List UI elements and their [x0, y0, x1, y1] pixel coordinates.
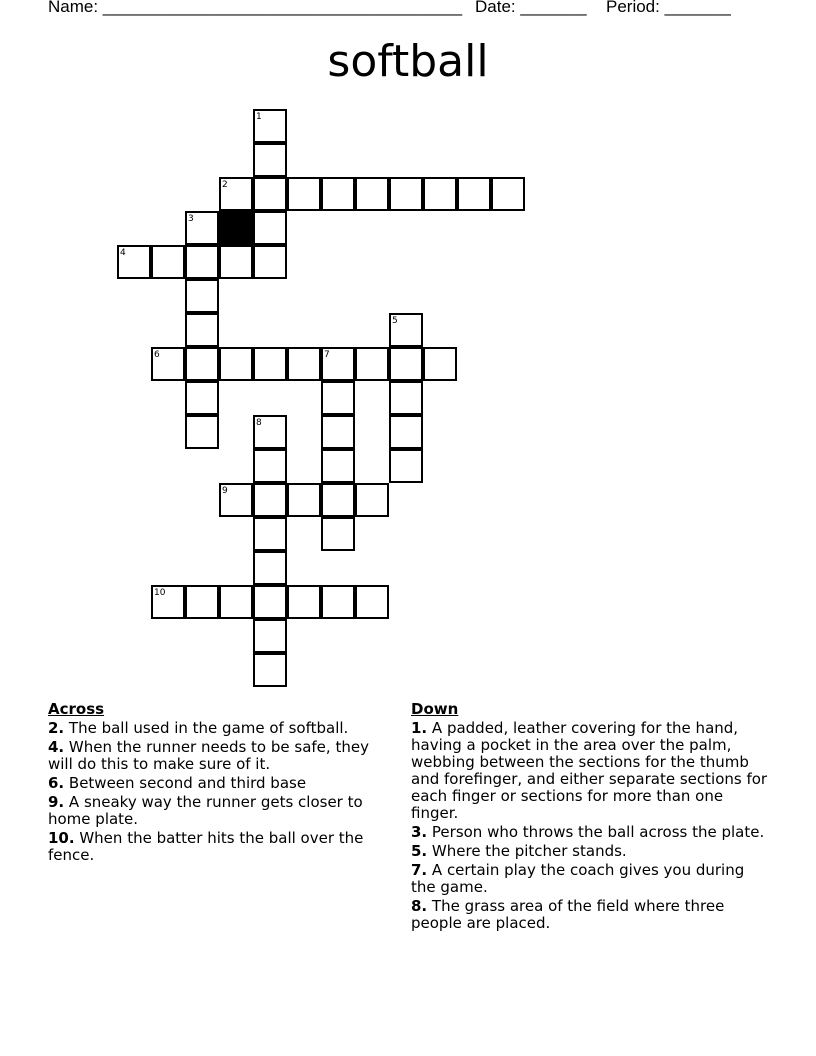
- clue-text: The ball used in the game of softball.: [64, 719, 349, 737]
- grid-cell[interactable]: [321, 381, 355, 415]
- grid-cell[interactable]: [355, 177, 389, 211]
- down-heading: Down: [411, 700, 459, 718]
- numbered-cell-2[interactable]: [219, 177, 253, 211]
- clue-number: 5: [392, 316, 398, 326]
- grid-cell[interactable]: [355, 483, 389, 517]
- grid-cell[interactable]: [253, 483, 287, 517]
- clue-number: 10.: [48, 829, 75, 847]
- clue-item: [48, 830, 378, 864]
- clue-item: [411, 843, 771, 860]
- grid-cell[interactable]: [185, 279, 219, 313]
- clue-number: 2: [222, 180, 228, 190]
- grid-cell[interactable]: [389, 449, 423, 483]
- clue-text: A certain play the coach gives you during the game.: [411, 861, 745, 896]
- numbered-cell-8[interactable]: [253, 415, 287, 449]
- clue-number: 6: [154, 350, 160, 360]
- grid-cell[interactable]: [185, 585, 219, 619]
- clue-number: 7.: [411, 861, 428, 879]
- grid-cell[interactable]: [287, 347, 321, 381]
- numbered-cell-3[interactable]: [185, 211, 219, 245]
- clue-text: Where the pitcher stands.: [427, 842, 627, 860]
- date-field[interactable]: Date: _______: [475, 0, 587, 16]
- grid-cell[interactable]: [253, 551, 287, 585]
- grid-cell[interactable]: [423, 347, 457, 381]
- grid-cell[interactable]: [287, 177, 321, 211]
- puzzle-title: softball: [327, 36, 489, 87]
- grid-cell[interactable]: [355, 347, 389, 381]
- clue-number: 3.: [411, 823, 428, 841]
- numbered-cell-10[interactable]: [151, 585, 185, 619]
- grid-cell[interactable]: [423, 177, 457, 211]
- clue-item: [48, 720, 378, 737]
- grid-cell[interactable]: [321, 483, 355, 517]
- clue-number: 10: [154, 588, 166, 598]
- grid-cell[interactable]: [185, 245, 219, 279]
- grid-cell[interactable]: [253, 619, 287, 653]
- block-cell: [219, 211, 253, 245]
- across-heading: Across: [48, 700, 105, 718]
- grid-cell[interactable]: [321, 517, 355, 551]
- clue-number: 9: [222, 486, 228, 496]
- grid-cell[interactable]: [253, 143, 287, 177]
- clue-number: 8.: [411, 897, 428, 915]
- clue-text: The grass area of the field where three people are placed.: [411, 897, 725, 932]
- clue-number: 1: [256, 112, 262, 122]
- clue-number: 3: [188, 214, 194, 224]
- grid-cell[interactable]: [253, 177, 287, 211]
- grid-cell[interactable]: [219, 347, 253, 381]
- clue-text: Between second and third base: [64, 774, 307, 792]
- clue-number: 1.: [411, 719, 428, 737]
- numbered-cell-1[interactable]: [253, 109, 287, 143]
- clue-item: [411, 720, 771, 822]
- clue-item: [48, 794, 378, 828]
- grid-cell[interactable]: [457, 177, 491, 211]
- grid-cell[interactable]: [389, 177, 423, 211]
- clue-text: Person who throws the ball across the plate.: [427, 823, 765, 841]
- clue-item: [411, 898, 771, 932]
- clue-number: 7: [324, 350, 330, 360]
- across-clue-list: [48, 720, 378, 864]
- clue-number: 4.: [48, 738, 65, 756]
- clue-text: A padded, leather covering for the hand, having a pocket in the area over the palm, webbing between the sections for the thumb and forefinger, and either separate sections for each finger or sections for more than one finger.: [411, 719, 768, 822]
- clue-item: [411, 824, 771, 841]
- grid-cell[interactable]: [389, 381, 423, 415]
- grid-cell[interactable]: [321, 449, 355, 483]
- grid-cell[interactable]: [287, 483, 321, 517]
- numbered-cell-4[interactable]: [117, 245, 151, 279]
- grid-cell[interactable]: [253, 585, 287, 619]
- grid-cell[interactable]: [219, 585, 253, 619]
- clue-text: When the runner needs to be safe, they will do this to make sure of it.: [48, 738, 369, 773]
- grid-cell[interactable]: [389, 347, 423, 381]
- grid-cell[interactable]: [389, 415, 423, 449]
- numbered-cell-7[interactable]: [321, 347, 355, 381]
- clue-item: [411, 862, 771, 896]
- grid-cell[interactable]: [185, 381, 219, 415]
- grid-cell[interactable]: [253, 347, 287, 381]
- across-clues: [48, 701, 378, 866]
- period-field[interactable]: Period: _______: [606, 0, 731, 16]
- down-clue-list: [411, 720, 771, 932]
- numbered-cell-5[interactable]: [389, 313, 423, 347]
- clue-number: 4: [120, 248, 126, 258]
- numbered-cell-9[interactable]: [219, 483, 253, 517]
- grid-cell[interactable]: [253, 517, 287, 551]
- grid-cell[interactable]: [185, 347, 219, 381]
- clue-number: 5.: [411, 842, 428, 860]
- grid-cell[interactable]: [185, 415, 219, 449]
- clue-number: 8: [256, 418, 262, 428]
- clue-item: [48, 739, 378, 773]
- clue-text: When the batter hits the ball over the fence.: [48, 829, 364, 864]
- grid-cell[interactable]: [219, 245, 253, 279]
- down-clues: [411, 701, 771, 934]
- grid-cell[interactable]: [321, 177, 355, 211]
- name-field[interactable]: Name: ______________________________________: [48, 0, 463, 16]
- grid-cell[interactable]: [253, 449, 287, 483]
- grid-cell[interactable]: [253, 211, 287, 245]
- grid-cell[interactable]: [151, 245, 185, 279]
- numbered-cell-6[interactable]: [151, 347, 185, 381]
- grid-cell[interactable]: [491, 177, 525, 211]
- grid-cell[interactable]: [355, 585, 389, 619]
- clue-number: 9.: [48, 793, 65, 811]
- clue-number: 2.: [48, 719, 65, 737]
- grid-cell[interactable]: [185, 313, 219, 347]
- clue-text: A sneaky way the runner gets closer to home plate.: [48, 793, 363, 828]
- grid-cell[interactable]: [287, 585, 321, 619]
- clue-item: [48, 775, 378, 792]
- grid-cell[interactable]: [253, 653, 287, 687]
- grid-cell[interactable]: [321, 585, 355, 619]
- clue-number: 6.: [48, 774, 65, 792]
- grid-cell[interactable]: [253, 245, 287, 279]
- grid-cell[interactable]: [321, 415, 355, 449]
